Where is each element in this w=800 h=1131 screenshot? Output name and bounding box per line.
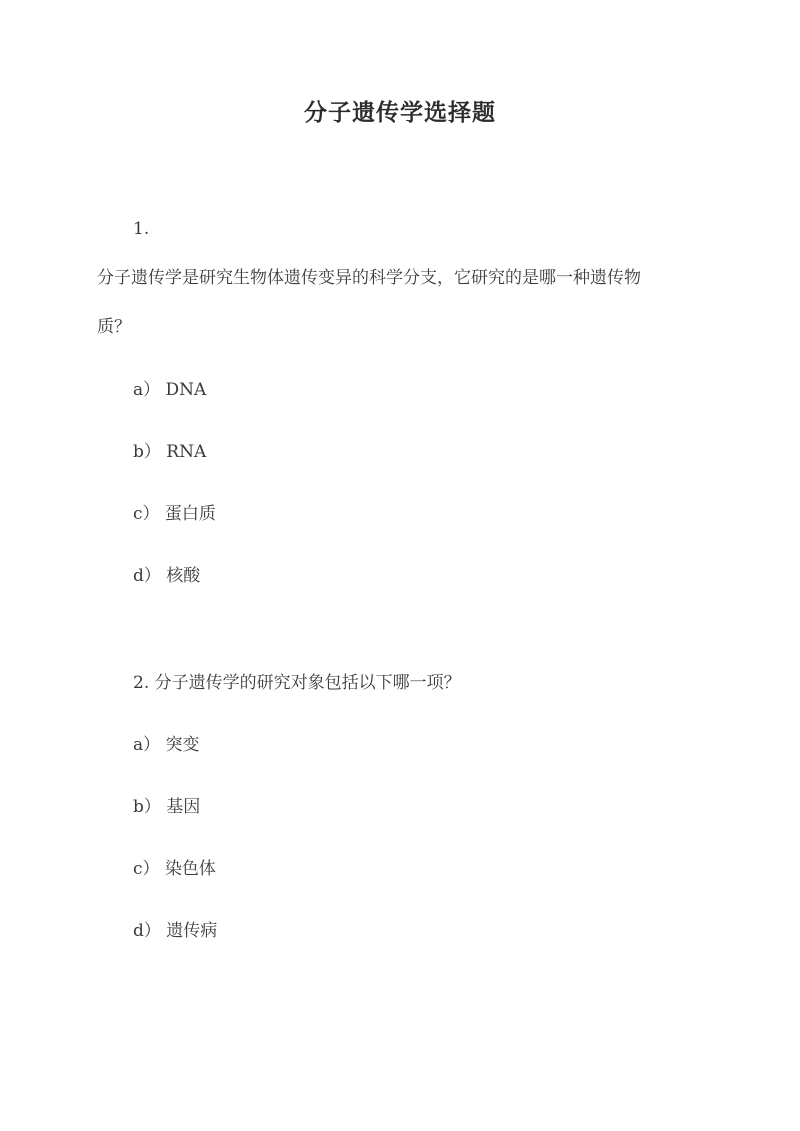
question-1-option-b: b） RNA [133,442,207,462]
question-2-option-a: a） 突变 [133,735,200,755]
question-2-heading: 2. 分子遗传学的研究对象包括以下哪一项？ [133,673,461,693]
question-1-option-d: d） 核酸 [133,566,201,586]
document-title: 分子遗传学选择题 [304,99,496,126]
question-2-option-b: b） 基因 [133,797,201,817]
question-1-text-line-2: 质？ [97,317,131,337]
question-1-option-a: a） DNA [133,380,207,400]
question-1-option-c: c） 蛋白质 [133,504,216,524]
question-2-option-d: d） 遗传病 [133,921,218,941]
question-1-number: 1. [133,219,150,239]
question-2-option-c: c） 染色体 [133,859,216,879]
question-1-text-line-1: 分子遗传学是研究生物体遗传变异的科学分支，它研究的是哪一种遗传物 [97,268,641,288]
